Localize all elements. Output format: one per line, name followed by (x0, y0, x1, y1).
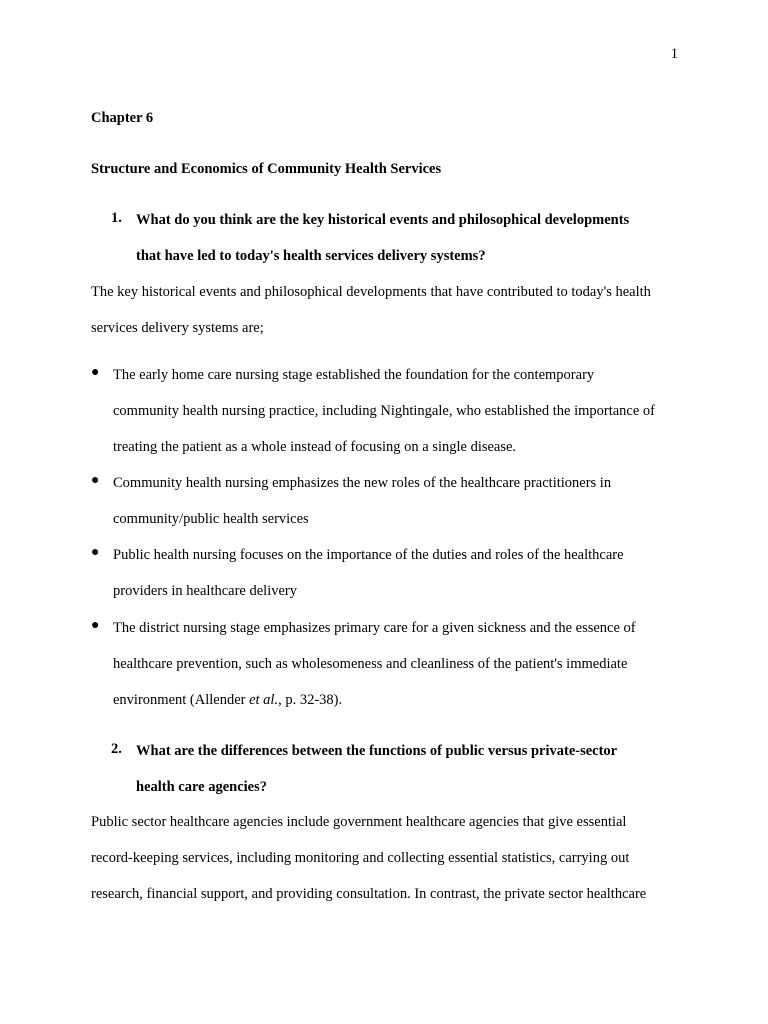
bullet-icon: ● (91, 365, 100, 380)
list-item-line: The early home care nursing stage established the foundation for the contemporary (113, 367, 595, 383)
question-2-line: What are the differences between the functions of public versus private-sector (136, 743, 618, 759)
list-item-line: Community health nursing emphasizes the new roles of the healthcare practitioners in (113, 475, 612, 491)
list-item-line: Public health nursing focuses on the importance of the duties and roles of the healthcare (113, 547, 624, 563)
question-1-number: 1. (111, 210, 122, 226)
list-item-citation-line (113, 690, 342, 710)
list-item-line: healthcare prevention, such as wholesomeness and cleanliness of the patient's immediate (113, 656, 628, 672)
bullet-icon: ● (91, 545, 100, 560)
question-1-line: that have led to today's health services delivery systems? (136, 248, 486, 264)
citation-italic: et al. (249, 692, 279, 708)
list-item-line: community health nursing practice, including Nightingale, who established the importance of (113, 403, 656, 419)
question-1-line: What do you think are the key historical events and philosophical developments (136, 212, 630, 228)
list-item-line: providers in healthcare delivery (113, 583, 297, 599)
list-item-line: The district nursing stage emphasizes primary care for a given sickness and the essence of (113, 620, 636, 636)
question-2-line: health care agencies? (136, 779, 268, 795)
paragraph-line: research, financial support, and providing consultation. In contrast, the private sector healthcare (91, 886, 647, 902)
list-item-line: treating the patient as a whole instead of focusing on a single disease. (113, 439, 517, 455)
section-title: Structure and Economics of Community Health Services (91, 161, 442, 177)
list-item-line: community/public health services (113, 511, 309, 527)
bullet-icon: ● (91, 618, 100, 633)
page-number: 1 (670, 46, 678, 62)
citation-text: , p. 32-38). (278, 692, 343, 708)
paragraph-line: record-keeping services, including monitoring and collecting essential statistics, carrying out (91, 850, 630, 866)
paragraph-line: Public sector healthcare agencies include government healthcare agencies that give essential (91, 814, 627, 830)
paragraph-line: services delivery systems are; (91, 320, 264, 336)
chapter-heading: Chapter 6 (91, 110, 154, 126)
citation-text: environment (Allender (113, 692, 250, 708)
paragraph-line: The key historical events and philosophical developments that have contributed to today's health (91, 284, 651, 300)
bullet-icon: ● (91, 473, 100, 488)
question-2-number: 2. (111, 741, 122, 757)
